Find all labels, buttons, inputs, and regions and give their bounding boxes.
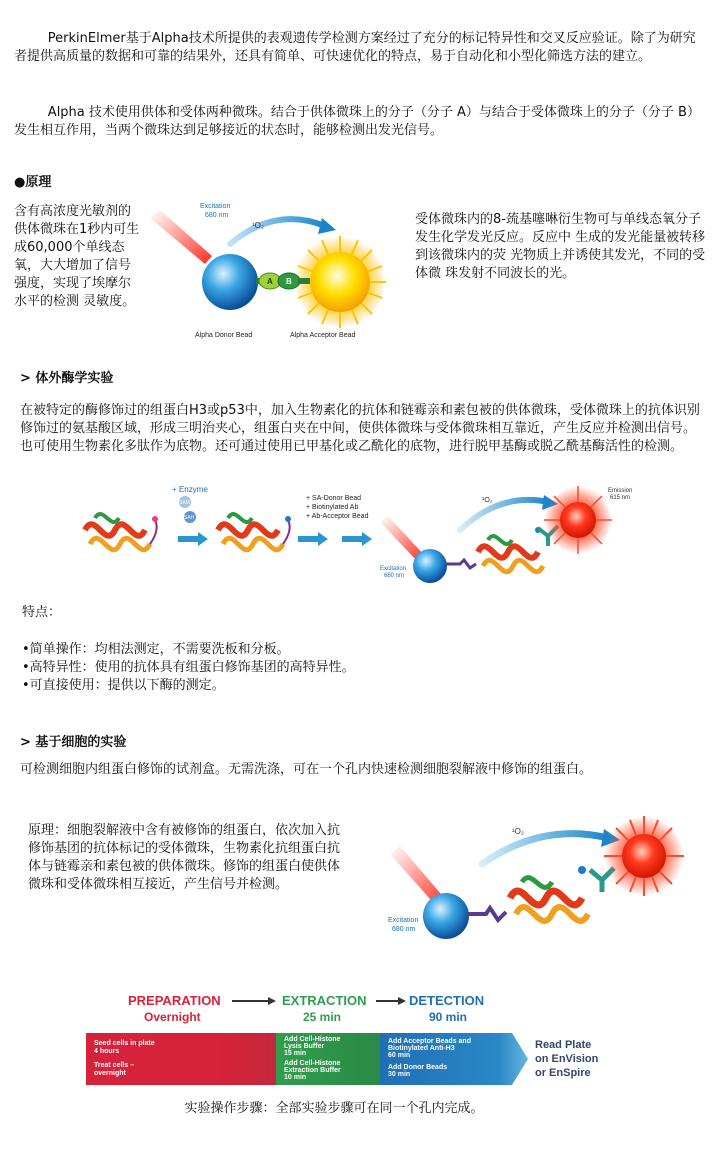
principle-right-text: 受体微珠内的8-巯基噻啉衍生物可与单线态氧分子发生化学发光反应。反应中 生成的发光能量被转移到该微珠内的荧 光物质上并诱使其发光，不同的受体微 珠发射不同波长的光。 (415, 212, 706, 281)
emission-label: Emission (608, 488, 633, 494)
histone-protein-icon (478, 527, 543, 572)
features-title: 特点： (22, 605, 62, 620)
feature-item: •简单操作：均相法测定，不需要洗板和分板。 (22, 642, 290, 657)
detection-title: DETECTION (409, 993, 485, 1008)
arrow-right-icon (342, 532, 372, 546)
extraction-title: EXTRACTION (282, 993, 367, 1008)
extr-step-text: Add Cell-Histone (284, 1036, 341, 1043)
step-biotinylated-ab-label: + Biotinylated Ab (306, 504, 359, 511)
intro-paragraph-1: PerkinElmer基于Alpha技术所提供的表观遗传学检测方案经过了充分的标记特异性和交叉反应验证。除了为研究者提供高质量的数据和可靠的结果外，还具有简单、可快速优化的特点，易于自动化和小型化筛选方法的建立。 (14, 31, 696, 64)
emission-nm-label: 615 nm (610, 495, 631, 501)
excitation-nm-label: 680 nm (384, 573, 405, 579)
enzyme-assay-figure (80, 480, 640, 590)
alpha-principle-figure (150, 196, 400, 346)
prep-step-text: Treat cells – (94, 1062, 135, 1069)
feature-item: •高特异性：使用的抗体具有组蛋白修饰基团的高特异性。 (22, 660, 355, 675)
singlet-oxygen-label: ¹O₂ (482, 497, 493, 504)
acceptor-bead-icon (544, 486, 612, 554)
principle-heading: ●原理 (14, 175, 52, 190)
prep-step-text: overnight (94, 1070, 126, 1077)
singlet-oxygen-arrow-icon (460, 500, 548, 530)
extr-step-text: 15 min (284, 1050, 307, 1057)
donor-bead-label: Alpha Donor Bead (195, 332, 253, 339)
det-step-text: 60 min (388, 1052, 411, 1059)
donor-bead-icon (413, 549, 447, 583)
arrow-head-icon (318, 218, 336, 234)
extr-step-text: 10 min (284, 1074, 307, 1081)
feature-item: •可直接使用：提供以下酶的测定。 (22, 678, 225, 693)
step-sa-donor-label: + SA-Donor Bead (306, 495, 362, 502)
arrow-right-icon (298, 532, 328, 546)
det-step-text: Add Donor Beads (388, 1064, 448, 1071)
arrow-right-icon (376, 997, 406, 1005)
donor-bead-icon (423, 893, 469, 939)
biotin-linker-icon (468, 908, 506, 920)
features-list (22, 641, 682, 695)
principle-left-text: 含有高浓度光敏剂的供体微珠在1秒内可生成60,000个单线态氧，大大增加了信号强度，实现了埃摩尔水平的检测 灵敏度。 (14, 204, 140, 309)
singlet-oxygen-label: ¹O₂ (252, 221, 264, 230)
excitation-label: Excitation (200, 203, 231, 210)
molecule-a-label: A (267, 277, 273, 286)
enzyme-assay-text: 在被特定的酶修饰过的组蛋白H3或p53中，加入生物素化的抗体和链霉亲和素包被的供体微珠，受体微珠上的抗体识别修饰过的氨基酸区域，形成三明治夹心，组蛋白夹在中间，使供体微珠与受体微珠相互靠近，产生反应并检测出信号。也可使用生物素化多肽作为底物。还可通过使用已甲基化或乙酰化的底物，进行脱甲基酶或脱乙酰基酶活性的检测。 (20, 403, 700, 454)
linker-icon (298, 278, 310, 284)
read-plate-text: or EnSpire (535, 1067, 591, 1079)
donor-bead-icon (202, 254, 258, 310)
cell-assay-heading: > 基于细胞的实验 (20, 735, 127, 750)
singlet-oxygen-arrow-icon (230, 219, 325, 244)
det-step-text: 30 min (388, 1071, 411, 1078)
prep-step-text: 4 hours (94, 1048, 120, 1055)
molecule-b-label: B (286, 277, 292, 286)
arrow-right-icon (178, 532, 208, 546)
biotin-linker-icon (446, 560, 476, 568)
enzyme-label: + Enzyme (172, 485, 208, 494)
sam-label: SAM (179, 500, 190, 506)
cell-principle-text: 原理：细胞裂解液中含有被修饰的组蛋白，依次加入抗修饰基团的抗体标记的受体微珠，生物素化抗组蛋白抗体与链霉亲和素包被的供体微珠。修饰的组蛋白使供体微珠和受体微珠相互接近，产生信号并检测。 (28, 823, 341, 892)
read-plate-text: Read Plate (535, 1039, 592, 1051)
prep-step-text: Seed cells in plate (94, 1040, 155, 1047)
acceptor-bead-icon (604, 816, 684, 896)
detection-time: 90 min (429, 1010, 468, 1024)
step-ab-acceptor-label: + Ab-Acceptor Bead (306, 513, 369, 520)
excitation-nm-label: 680 nm (392, 926, 416, 933)
workflow-diagram (86, 988, 626, 1088)
histone-protein-icon (85, 514, 158, 550)
sah-label: SAH (184, 515, 195, 521)
preparation-time: Overnight (144, 1010, 201, 1024)
extr-step-text: Add Cell-Histone (284, 1060, 341, 1067)
workflow-caption: 实验操作步骤：全部实验步骤可在同一个孔内完成。 (184, 1101, 484, 1116)
laser-beam-icon (150, 210, 212, 264)
intro-paragraph-2: Alpha 技术使用供体和受体两种微珠。结合于供体微珠上的分子（分子 A）与结合于受体微珠上的分子（分子 B）发生相互作用，当两个微珠达到足够接近的状态时，能够检测出发光信号。 (14, 105, 700, 138)
det-step-text: Biotinylated Anti-H3 (388, 1045, 455, 1052)
histone-protein-icon (510, 866, 588, 921)
det-step-text: Add Acceptor Beads and (388, 1038, 471, 1045)
excitation-label: Excitation (388, 917, 419, 924)
singlet-oxygen-arrow-icon (482, 834, 608, 864)
preparation-title: PREPARATION (128, 993, 221, 1008)
excitation-nm-label: 680 nm (205, 212, 229, 219)
read-plate-text: on EnVision (535, 1053, 599, 1065)
cell-assay-figure (382, 816, 712, 946)
extr-step-text: Extraction Buffer (284, 1067, 341, 1074)
histone-protein-icon (218, 514, 291, 550)
enzyme-assay-heading: > 体外酶学实验 (20, 371, 114, 386)
extr-step-text: Lysis Buffer (284, 1043, 325, 1050)
acceptor-bead-label: Alpha Acceptor Bead (290, 332, 356, 339)
excitation-label: Excitation (380, 566, 407, 572)
cell-assay-intro: 可检测细胞内组蛋白修饰的试剂盒。无需洗涤，可在一个孔内快速检测细胞裂解液中修饰的组蛋白。 (20, 762, 593, 777)
extraction-time: 25 min (303, 1010, 342, 1024)
arrow-right-icon (232, 997, 276, 1005)
singlet-oxygen-label: ¹O₂ (512, 827, 524, 836)
